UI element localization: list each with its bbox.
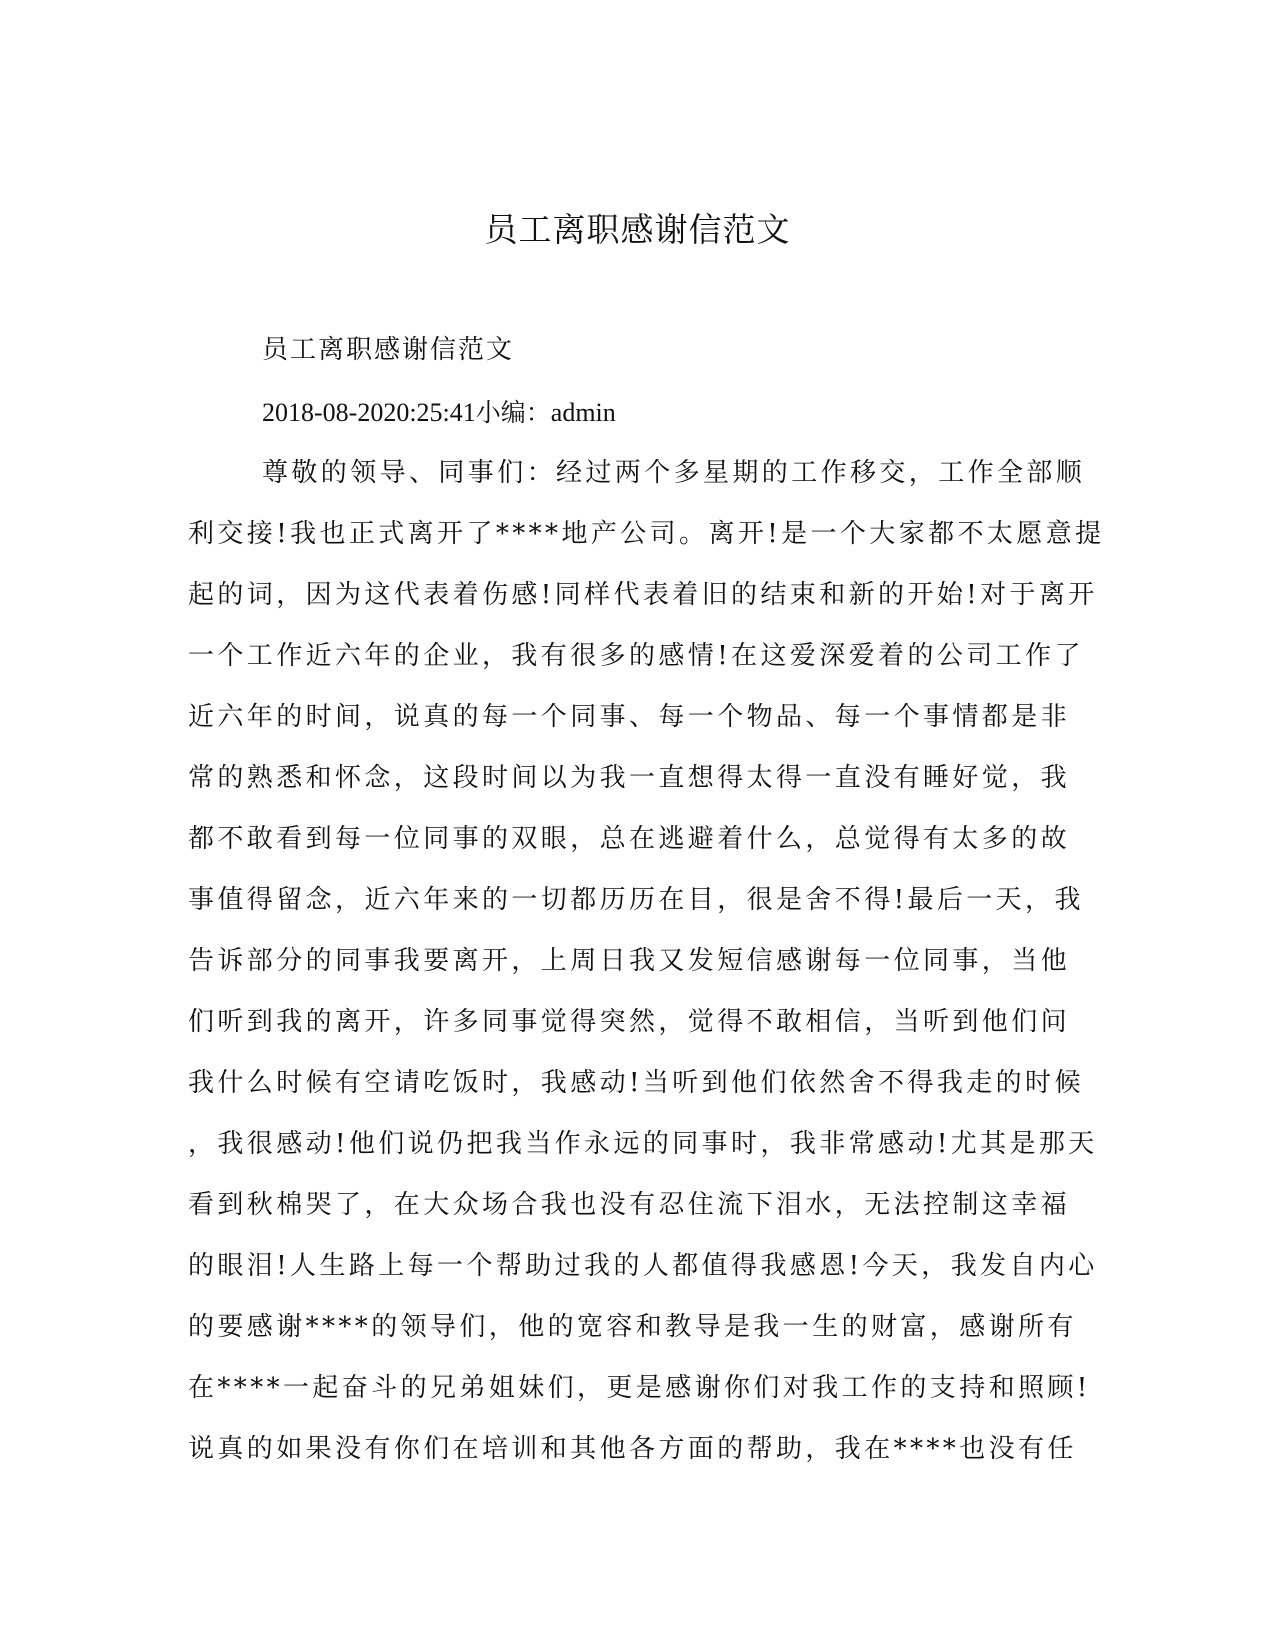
body-line: 说真的如果没有你们在培训和其他各方面的帮助，我在****也没有任 — [188, 1434, 1077, 1464]
body-line: 的眼泪!人生路上每一个帮助过我的人都值得我感恩!今天，我发自内心 — [188, 1251, 1098, 1281]
article-subtitle: 员工离职感谢信范文 — [262, 335, 515, 365]
editor-name: admin — [550, 398, 616, 427]
body-line: 告诉部分的同事我要离开，上周日我又发短信感谢每一位同事，当他 — [188, 946, 1071, 976]
publish-timestamp: 2018-08-2020:25:41 — [262, 398, 476, 427]
body-line: 起的词，因为这代表着伤感!同样代表着旧的结束和新的开始!对于离开 — [188, 580, 1098, 610]
article-meta — [262, 393, 616, 433]
body-line: 事值得留念，近六年来的一切都历历在目，很是舍不得!最后一天，我 — [188, 885, 1084, 915]
body-line: 常的熟悉和怀念，这段时间以为我一直想得太得一直没有睡好觉，我 — [188, 763, 1071, 793]
body-line: 都不敢看到每一位同事的双眼，总在逃避着什么，总觉得有太多的故 — [188, 824, 1071, 854]
body-line: 我什么时候有空请吃饭时，我感动!当听到他们依然舍不得我走的时候 — [188, 1068, 1084, 1098]
document-title: 员工离职感谢信范文 — [484, 210, 791, 249]
body-line: 在****一起奋斗的兄弟姐妹们，更是感谢你们对我工作的支持和照顾! — [188, 1373, 1091, 1403]
editor-label: 小编： — [475, 398, 551, 427]
letter-body — [188, 443, 1105, 1480]
body-line: 一个工作近六年的企业，我有很多的感情!在这爱深爱着的公司工作了 — [188, 641, 1084, 671]
body-line: ，我很感动!他们说仍把我当作永远的同事时，我非常感动!尤其是那天 — [188, 1129, 1098, 1159]
body-line: 看到秋棉哭了，在大众场合我也没有忍住流下泪水，无法控制这幸福 — [188, 1190, 1071, 1220]
body-line: 尊敬的领导、同事们：经过两个多星期的工作移交，工作全部顺 — [262, 458, 1086, 488]
body-line: 们听到我的离开，许多同事觉得突然，觉得不敢相信，当听到他们问 — [188, 1007, 1071, 1037]
body-line: 近六年的时间，说真的每一个同事、每一个物品、每一个事情都是非 — [188, 702, 1071, 732]
body-line: 的要感谢****的领导们，他的宽容和教导是我一生的财富，感谢所有 — [188, 1312, 1077, 1342]
body-line: 利交接!我也正式离开了****地产公司。离开!是一个大家都不太愿意提 — [188, 519, 1105, 549]
